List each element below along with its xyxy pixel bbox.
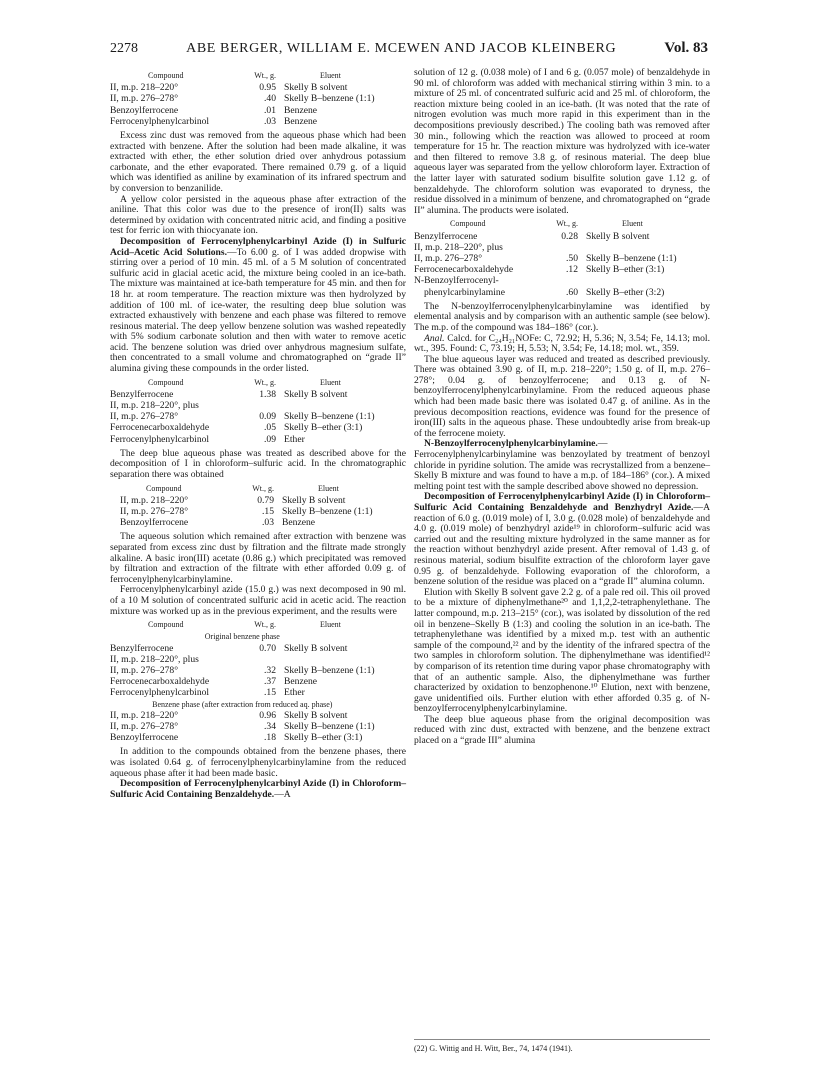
column-header-compound: Compound	[148, 71, 184, 80]
column-header-compound: Compound	[148, 620, 184, 630]
section-paragraph	[414, 492, 710, 587]
weight-cell	[546, 275, 586, 286]
section-body: —A reaction of 6.0 g. (0.019 mole) of I, 3.0 g. (0.028 mole) of benzaldehyde and 4.0 g. (0.019 mole) of benzhydryl azide¹⁹ in chloroform–sulfuric acid was carried out and the resulting mixture hydrolyzed in the same manner as for the reaction without benzhydryl azide present. After removal of 1.43 g. of resinous material, sodium bisulfite extraction of the chloroform layer gave 0.95 g. of benzaldehyde. Following evaporation of the chloroform, a benzene solution of the residue was placed on a “grade II” alumina column.	[414, 502, 710, 588]
table-chloroform-results	[110, 70, 375, 127]
column-header-compound: Compound	[148, 377, 184, 387]
compound-cell: II, m.p. 276–278°	[120, 506, 189, 518]
compound-cell: II, m.p. 276–278°	[110, 411, 179, 423]
weight-cell: .12	[566, 264, 578, 276]
eluent-cell: Skelly B–ether (3:1)	[284, 732, 363, 744]
weight-cell: 0.79	[257, 494, 274, 506]
compound-cell: Ferrocenylphenylcarbinol	[110, 433, 210, 445]
table-row	[110, 400, 375, 411]
eluent-cell: Skelly B solvent	[586, 230, 650, 242]
compound-cell: phenylcarbinylamine	[424, 286, 505, 298]
weight-cell: .05	[264, 422, 276, 434]
eluent-cell: Skelly B solvent	[284, 82, 348, 94]
compound-cell: Ferrocenylphenylcarbinol	[110, 687, 210, 699]
column-header-weight: Wt., g.	[556, 219, 578, 229]
eluent-cell: Skelly B–benzene (1:1)	[586, 252, 677, 264]
footnote: (22) G. Wittig and H. Witt, Ber., 74, 1474 (1941).	[414, 1039, 710, 1053]
page-number: 2278	[110, 41, 138, 56]
table-subheading: Original benzene phase	[204, 632, 280, 642]
section-heading: Decomposition of Ferrocenylphenylcarbinyl Azide (I) in Chloroform–Sulfuric Acid Containing Benzaldehyde.	[110, 778, 406, 800]
table-row	[110, 687, 375, 698]
compound-cell: Benzylferrocene	[414, 230, 478, 242]
eluent-cell: Skelly B solvent	[284, 642, 348, 654]
compound-cell: Benzoylferrocene	[110, 732, 179, 744]
weight-cell: 0.95	[259, 82, 276, 94]
table-row	[120, 506, 373, 517]
paragraph: The deep blue aqueous phase was treated as described above for the decomposition of I in chloroform–sulfuric acid. In the chromatographic separation there was obtained	[110, 447, 406, 481]
table-acetic-acid-results	[110, 377, 375, 445]
section-body: —A	[274, 788, 291, 800]
section-paragraph	[110, 237, 406, 375]
eluent-cell: Benzene	[284, 676, 318, 688]
column-header-eluent: Eluent	[622, 219, 643, 229]
column-header-eluent: Eluent	[320, 620, 341, 630]
table-row	[414, 264, 677, 275]
weight-cell: 0.96	[259, 709, 276, 721]
paragraph: Elution with Skelly B solvent gave 2.2 g. of a pale red oil. This oil proved to be a mixture of diphenylmethane²⁰ and 1,1,2,2-tetraphenylethane. The latter compound, m.p. 213–215° (cor.), was isolated by dissolution of the red oil in benzene–Skelly B (1:3) and cooling the solution in an ice-bath. The tetraphenylethane was identified by a mixed m.p. test with an authentic sample of the compound,²² and by the identity of the infrared spectra of the two samples in chloroform solution. The diphenylmethane was identified¹² by comparison of its retention time during vapor phase chromatography with that of an authentic sample. Also, the diphenylmethane was further characterized by oxidation to benzophenone.¹⁰ Elution, next with benzene, gave unidentified oils. Further elution with ether afforded 0.35 g. of N-benzoylferrocenylphenylcarbinylamine.	[414, 586, 710, 715]
paragraph: In addition to the compounds obtained from the benzene phases, there was isolated 0.64 g. of ferrocenylphenylcarbinylamine from the reduced aqueous phase after it had been made basic.	[110, 746, 406, 779]
eluent-cell: Skelly B–benzene (1:1)	[284, 665, 375, 677]
weight-cell: .60	[566, 286, 578, 298]
weight-cell: .15	[262, 506, 274, 518]
column-header-eluent: Eluent	[320, 71, 341, 80]
weight-cell: .09	[264, 433, 276, 445]
weight-cell: 1.38	[259, 388, 276, 400]
column-header-compound: Compound	[450, 219, 486, 229]
volume-label: Vol. 83	[664, 40, 708, 56]
table-row	[110, 389, 375, 400]
section-body: —Ferrocenylphenylcarbinylamine was benzoylated by treatment of benzoyl chloride in pyridine solution. The amide was recrystallized from a benzene–Skelly B mixture and was found to have a m.p. of 184–186° (cor.). A mixed melting point test with the sample described above showed no depression.	[414, 438, 710, 492]
paragraph: Ferrocenylphenylcarbinyl azide (15.0 g.) was next decomposed in 90 ml. of a 10 M solution of concentrated sulfuric acid in acetic acid. The reaction mixture was worked up as in the previous experiment, and the results were	[110, 584, 406, 617]
table-row	[110, 643, 375, 654]
compound-cell: Benzylferrocene	[110, 388, 174, 400]
eluent-cell: Skelly B solvent	[284, 388, 348, 400]
column-header-eluent: Eluent	[318, 483, 339, 493]
analysis-label: Anal.	[424, 332, 445, 344]
section-heading: Decomposition of Ferrocenylphenylcarbinyl Azide (I) in Chloroform–Sulfuric Acid Containing Benzaldehyde and Benzhydryl Azide.	[414, 491, 710, 514]
table-row	[110, 434, 375, 445]
eluent-cell: Skelly B–benzene (1:1)	[282, 506, 373, 518]
table-row	[414, 275, 677, 286]
analysis-body: Calcd. for C₂₄H₂₁NOFe: C, 72.92; H, 5.36; N, 3.54; Fe, 14.13; mol. wt., 395. Found: C, 73.19; H, 5.53; N, 3.54; Fe, 14.18; mol. wt., 359.	[414, 332, 710, 355]
compound-cell: Ferrocenecarboxaldehyde	[110, 422, 210, 434]
column-header-weight: Wt., g.	[252, 483, 274, 493]
compound-cell: II, m.p. 218–220°, plus	[414, 241, 503, 253]
right-column	[414, 68, 710, 747]
eluent-cell: Skelly B–ether (3:2)	[586, 286, 665, 298]
eluent-cell: Skelly B–ether (3:1)	[586, 264, 665, 276]
column-header-weight: Wt., g.	[254, 620, 276, 630]
weight-cell	[238, 654, 284, 665]
table-row	[110, 721, 375, 732]
paragraph: Excess zinc dust was removed from the aqueous phase which had been extracted with benzene. After the solution had been made alkaline, it was extracted with ether, the ether solution dried over anhydrous potassium carbonate, and the ether evaporated. There remained 0.79 g. of a liquid which was identified as aniline by examination of its infrared spectrum and by conversion to benzanilide.	[110, 130, 406, 194]
column-header-eluent: Eluent	[320, 377, 341, 387]
weight-cell: .03	[264, 115, 276, 127]
weight-cell: .37	[264, 676, 276, 688]
analysis-paragraph	[414, 334, 710, 355]
compound-cell: Benzoylferrocene	[110, 104, 179, 116]
table-row	[110, 710, 375, 721]
table-row	[414, 287, 677, 298]
compound-cell: II, m.p. 276–278°	[414, 252, 483, 264]
eluent-cell: Skelly B solvent	[282, 494, 346, 506]
eluent-cell	[284, 654, 375, 665]
weight-cell: .18	[264, 732, 276, 744]
section-paragraph	[414, 439, 710, 492]
section-heading: N-Benzoylferrocenylphenylcarbinylamine.	[424, 438, 598, 450]
column-header-weight: Wt., g.	[254, 71, 276, 80]
compound-cell: Benzoylferrocene	[120, 517, 189, 529]
table-row	[120, 495, 373, 506]
paragraph: The N-benzoylferrocenylphenylcarbinylamine was identified by elemental analysis and by comparison with an authentic sample (see below). The m.p. of the compound was 184–186° (cor.).	[414, 300, 710, 333]
compound-cell: II, m.p. 218–220°, plus	[110, 400, 199, 412]
paragraph: solution of 12 g. (0.038 mole) of I and 6 g. (0.057 mole) of benzaldehyde in 90 ml. of chloroform was added with mechanical stirring within 3 min. to a mixture of 25 ml. of concentrated sulfuric acid and 25 ml. of chloroform, the reaction mixture being cooled in an ice-bath. (It was noted that the rate of nitrogen evolution was much more rapid in this experiment than in the decompositions previously described.) The cooling bath was removed after 30 min., following which the reaction was allowed to proceed at room temperature for 15 hr. The reaction mixture was hydrolyzed with ice-water and then filtered to remove 3.8 g. of resinous material. The deep blue aqueous layer was separated from the yellow chloroform layer. Extraction of the latter layer with saturated sodium bisulfite solution gave 1.12 g. of benzaldehyde. The chloroform solution was evaporated to dryness, the residue dissolved in a minimum of benzene, and chromatographed on “grade II” alumina. The products were isolated.	[414, 67, 710, 216]
eluent-cell	[586, 242, 677, 253]
eluent-cell	[586, 275, 677, 286]
running-authors: ABE BERGER, WILLIAM E. MCEWEN AND JACOB KLEINBERG	[186, 41, 617, 56]
eluent-cell: Skelly B–ether (3:1)	[284, 422, 363, 434]
compound-cell: Ferrocenecarboxaldehyde	[110, 676, 210, 688]
paragraph: The aqueous solution which remained after extraction with benzene was separated from excess zinc dust by filtration and the filtrate made strongly alkaline. A basic iron(III) acetate (0.86 g.) which precipitated was removed by filtration and extraction of the filtrate with ether afforded 0.09 g. of ferrocenylphenylcarbinylamine.	[110, 531, 406, 585]
compound-cell: Ferrocenylphenylcarbinol	[110, 115, 210, 127]
table-10M-decomposition-results	[110, 619, 375, 743]
section-body: —To 6.00 g. of I was added dropwise with stirring over a period of 10 min. 45 ml. of a 5 M solution of concentrated sulfuric acid in glacial acetic acid, the mixture being cooled in an ice-bath. The mixture was maintained at ice-bath temperature for 45 min. and then for 18 hr. at room temperature. The reaction mixture was then hydrolyzed by addition of 100 ml. of ice-water, the resulting deep blue solution was extracted exhaustively with benzene and each phase was filtered to remove resinous material. The deep yellow benzene solution was washed repeatedly with 5% sodium carbonate solution and then with water to remove acetic acid. The benzene solution was dried over anhydrous magnesium sulfate, then concentrated to a small volume and chromatographed on “grade II” alumina giving these compounds in the order listed.	[110, 246, 406, 375]
table-row	[110, 676, 375, 687]
table-row	[110, 732, 375, 743]
weight-cell: .34	[264, 721, 276, 733]
table-row	[414, 253, 677, 264]
weight-cell: 0.09	[259, 411, 276, 423]
eluent-cell: Skelly B solvent	[284, 709, 348, 721]
weight-cell: .03	[262, 517, 274, 529]
column-header-compound: Compound	[146, 483, 182, 493]
eluent-cell: Skelly B–benzene (1:1)	[284, 93, 375, 105]
paragraph: The blue aqueous layer was reduced and treated as described previously. There was obtained 3.90 g. of II, m.p. 218–220°; 1.50 g. of II, m.p. 276–278°; 0.04 g. of benzoylferrocene; and 0.13 g. of N-benzoylferrocenylphenylcarbinylamine. From the reduced aqueous phase which had been made basic there was isolated 0.47 g. of aniline. As in the previous decomposition reactions, evidence was found for the presence of iron(III) salts in the aqueous phase. These undoubtedly arise from break-up of the ferrocene moiety.	[414, 353, 710, 439]
eluent-cell: Benzene	[282, 517, 316, 529]
table-row	[414, 242, 677, 253]
section-heading: Decomposition of Ferrocenylphenylcarbinyl Azide (I) in Sulfuric Acid–Acetic Acid Solutions.	[110, 235, 406, 258]
compound-cell: Benzylferrocene	[110, 642, 174, 654]
compound-cell: II, m.p. 218–220°	[120, 494, 189, 506]
eluent-cell: Ether	[284, 687, 305, 699]
compound-cell: II, m.p. 218–220°	[110, 82, 179, 94]
table-row	[110, 665, 375, 676]
eluent-cell: Ether	[284, 433, 305, 445]
paragraph: The deep blue aqueous phase from the original decomposition was reduced with zinc dust, extracted with benzene, and the benzene extract placed on a “grade III” alumina	[414, 713, 710, 747]
weight-cell: 0.28	[561, 230, 578, 242]
table-aqueous-phase-results	[120, 483, 373, 529]
compound-cell: Ferrocenecarboxaldehyde	[414, 264, 514, 276]
compound-cell: II, m.p. 218–220°	[110, 709, 179, 721]
eluent-cell: Benzene	[284, 104, 318, 116]
weight-cell	[238, 400, 284, 411]
eluent-cell: Benzene	[284, 115, 318, 127]
compound-cell: II, m.p. 218–220°, plus	[110, 653, 199, 665]
eluent-cell: Skelly B–benzene (1:1)	[284, 411, 375, 423]
compound-cell: II, m.p. 276–278°	[110, 665, 179, 677]
table-benzaldehyde-results	[414, 218, 677, 297]
running-header	[110, 40, 708, 60]
compound-cell: II, m.p. 276–278°	[110, 93, 179, 105]
weight-cell	[546, 242, 586, 253]
table-row	[120, 517, 373, 528]
table-row	[110, 411, 375, 422]
eluent-cell: Skelly B–benzene (1:1)	[284, 721, 375, 733]
eluent-cell	[284, 400, 375, 411]
table-row	[414, 231, 677, 242]
compound-cell: II, m.p. 276–278°	[110, 721, 179, 733]
section-paragraph	[110, 779, 406, 800]
table-row	[110, 105, 375, 116]
weight-cell: .50	[566, 252, 578, 264]
table-row	[110, 93, 375, 104]
weight-cell: .15	[264, 687, 276, 699]
table-row	[110, 116, 375, 127]
weight-cell: .32	[264, 665, 276, 677]
column-header-weight: Wt., g.	[254, 377, 276, 387]
paragraph: A yellow color persisted in the aqueous phase after extraction of the aniline. That this color was due to the presence of iron(II) salts was determined by oxidation with concentrated nitric acid, and finding a positive test for ferric ion with thiocyanate ion.	[110, 193, 406, 237]
table-row	[110, 82, 375, 93]
compound-cell: N-Benzoylferrocenyl-	[414, 275, 499, 287]
table-row	[110, 422, 375, 433]
table-subheading: Benzene phase (after extraction from reduced aq. phase)	[152, 699, 333, 709]
left-column	[110, 68, 406, 800]
weight-cell: .40	[264, 93, 276, 105]
table-row	[110, 654, 375, 665]
weight-cell: 0.70	[259, 642, 276, 654]
weight-cell: .01	[264, 104, 276, 116]
